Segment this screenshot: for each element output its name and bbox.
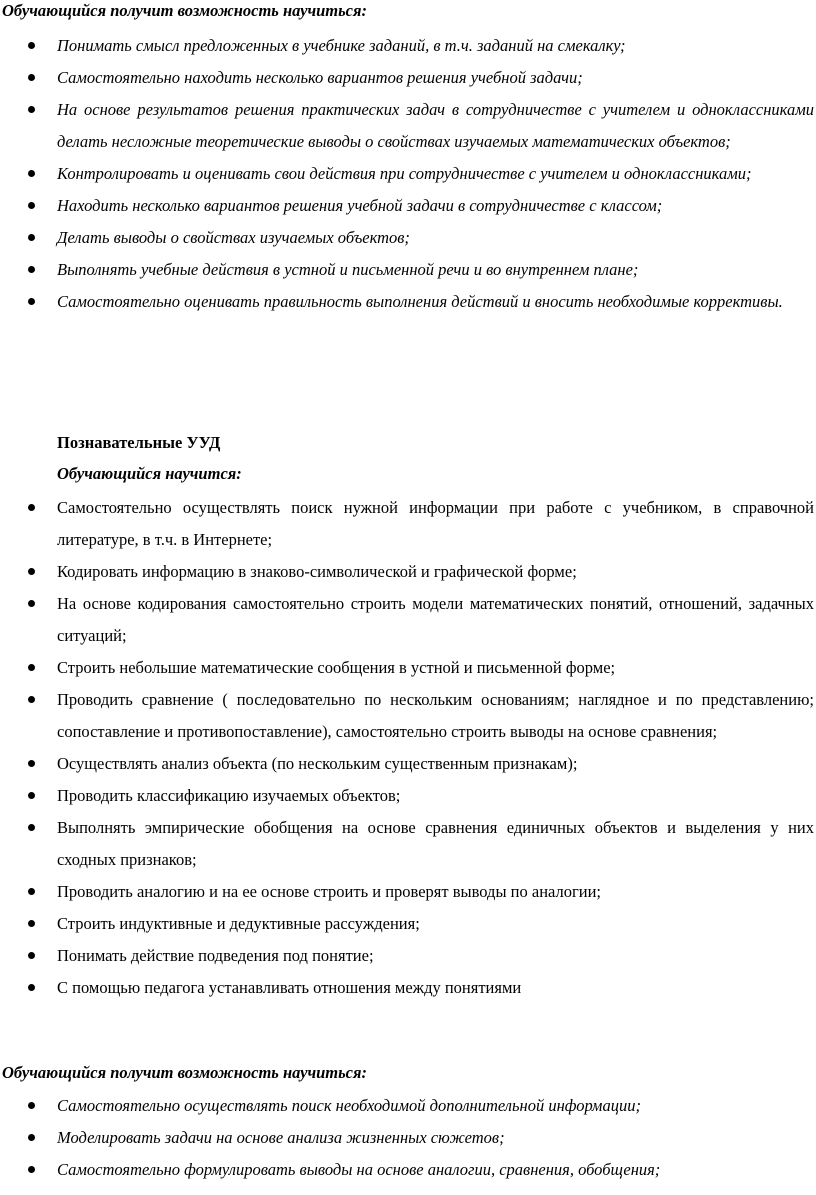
- list-item: С помощью педагога устанавливать отношения между понятиями: [0, 972, 814, 1004]
- list-item: Проводить классификацию изучаемых объектов;: [0, 780, 814, 812]
- bullet-icon: [28, 1102, 35, 1109]
- bullet-icon: [28, 952, 35, 959]
- bullet-icon: [28, 696, 35, 703]
- bullet-icon: [28, 664, 35, 671]
- section3-list: [0, 1090, 814, 1186]
- bullet-icon: [28, 266, 35, 273]
- bullet-icon: [28, 920, 35, 927]
- list-item: Строить индуктивные и дедуктивные рассуждения;: [0, 908, 814, 940]
- list-item: Делать выводы о свойствах изучаемых объектов;: [0, 222, 814, 254]
- section1-list: [0, 30, 814, 318]
- bullet-icon: [28, 170, 35, 177]
- list-item: Осуществлять анализ объекта (по нескольким существенным признакам);: [0, 748, 814, 780]
- list-item: Выполнять эмпирические обобщения на основе сравнения единичных объектов и выделения у них сходных признаков;: [0, 812, 814, 876]
- bullet-icon: [28, 106, 35, 113]
- list-item: Кодировать информацию в знаково-символической и графической форме;: [0, 556, 814, 588]
- bullet-icon: [28, 792, 35, 799]
- bullet-icon: [28, 298, 35, 305]
- section2-subheading: Обучающийся научится:: [57, 464, 242, 483]
- list-item: Понимать действие подведения под понятие;: [0, 940, 814, 972]
- list-item: На основе результатов решения практических задач в сотрудничестве с учителем и одноклассниками делать несложные теоретические выводы о свойствах изучаемых математических объектов;: [0, 94, 814, 158]
- list-item: Самостоятельно оценивать правильность выполнения действий и вносить необходимые коррективы.: [0, 286, 814, 318]
- list-item: Самостоятельно формулировать выводы на основе аналогии, сравнения, обобщения;: [0, 1154, 814, 1186]
- bullet-icon: [28, 1166, 35, 1173]
- bullet-icon: [28, 824, 35, 831]
- bullet-icon: [28, 234, 35, 241]
- bullet-icon: [28, 42, 35, 49]
- list-item: Самостоятельно осуществлять поиск нужной информации при работе с учебником, в справочной литературе, в т.ч. в Интернете;: [0, 492, 814, 556]
- bullet-icon: [28, 984, 35, 991]
- bullet-icon: [28, 600, 35, 607]
- list-item: Самостоятельно осуществлять поиск необходимой дополнительной информации;: [0, 1090, 814, 1122]
- list-item: Выполнять учебные действия в устной и письменной речи и во внутреннем плане;: [0, 254, 814, 286]
- list-item: Строить небольшие математические сообщения в устной и письменной форме;: [0, 652, 814, 684]
- list-item: Моделировать задачи на основе анализа жизненных сюжетов;: [0, 1122, 814, 1154]
- bullet-icon: [28, 504, 35, 511]
- list-item: Проводить сравнение ( последовательно по нескольким основаниям; наглядное и по представлению; сопоставление и противопоставление), самостоятельно строить выводы на основе сравнения;: [0, 684, 814, 748]
- list-item: Понимать смысл предложенных в учебнике заданий, в т.ч. заданий на смекалку;: [0, 30, 814, 62]
- section3-heading: Обучающийся получит возможность научиться:: [2, 1063, 367, 1082]
- list-item: Контролировать и оценивать свои действия при сотрудничестве с учителем и одноклассниками;: [0, 158, 814, 190]
- bullet-icon: [28, 888, 35, 895]
- bullet-icon: [28, 202, 35, 209]
- list-item: На основе кодирования самостоятельно строить модели математических понятий, отношений, задачных ситуаций;: [0, 588, 814, 652]
- bullet-icon: [28, 74, 35, 81]
- section2-list: [0, 492, 814, 1004]
- bullet-icon: [28, 760, 35, 767]
- bullet-icon: [28, 1134, 35, 1141]
- section2-title: Познавательные УУД: [57, 433, 221, 452]
- bullet-icon: [28, 568, 35, 575]
- list-item: Находить несколько вариантов решения учебной задачи в сотрудничестве с классом;: [0, 190, 814, 222]
- section1-heading: Обучающийся получит возможность научиться:: [2, 1, 367, 20]
- list-item: Проводить аналогию и на ее основе строить и проверят выводы по аналогии;: [0, 876, 814, 908]
- list-item: Самостоятельно находить несколько вариантов решения учебной задачи;: [0, 62, 814, 94]
